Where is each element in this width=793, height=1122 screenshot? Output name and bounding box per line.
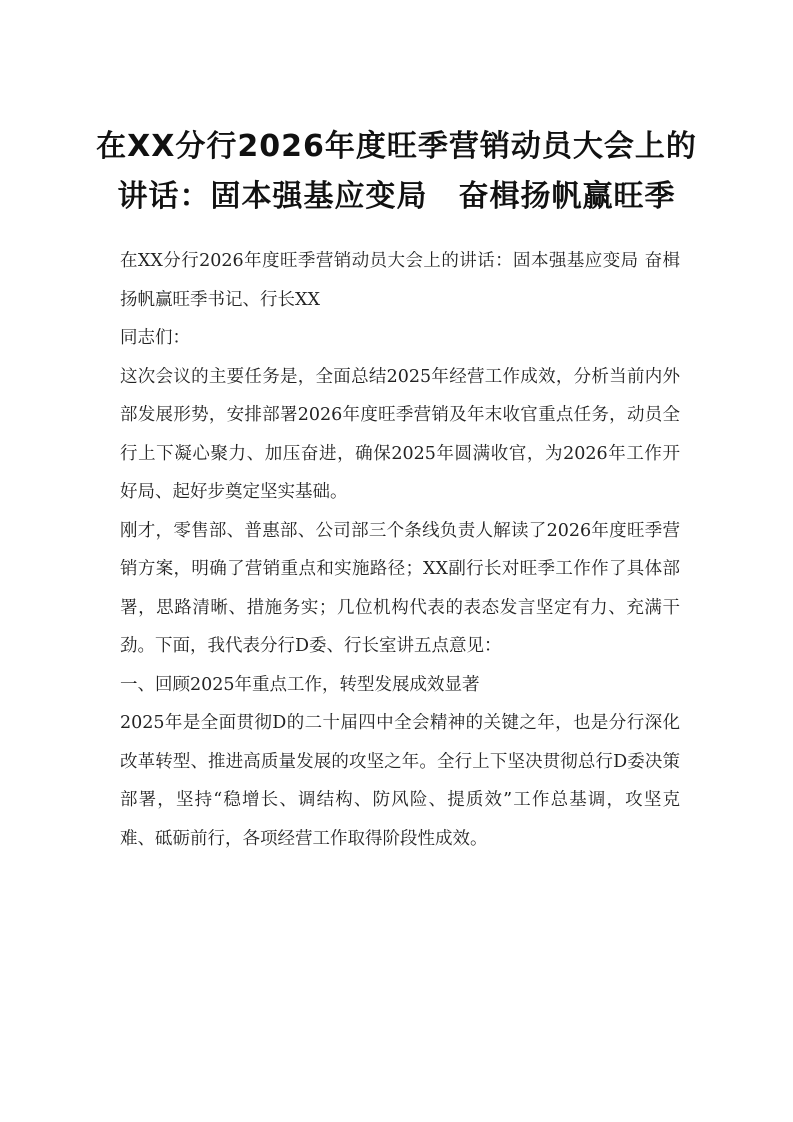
paragraph-meeting-purpose: 这次会议的主要任务是，全面总结2025年经营工作成效，分析当前内外部发展形势，安排部署2026年度旺季营销及年末收官重点任务，动员全行上下凝心聚力、加压奋进，确保2025年圆满收官，为2026年工作开好局、起好步奠定坚实基础。 xyxy=(120,366,680,502)
document-body xyxy=(120,242,680,858)
paragraph-salutation: 同志们： xyxy=(120,328,190,348)
paragraph-subtitle: 在XX分行2026年度旺季营销动员大会上的讲话：固本强基应变局 奋楫扬帆赢旺季书记、行长XX xyxy=(120,251,680,310)
paragraph-summary: 刚才，零售部、普惠部、公司部三个条线负责人解读了2026年度旺季营销方案，明确了营销重点和实施路径；XX副行长对旺季工作作了具体部署，思路清晰、措施务实；几位机构代表的表态发言坚定有力、充满干劲。下面，我代表分行D委、行长室讲五点意见： xyxy=(120,520,680,656)
document-title xyxy=(60,122,733,222)
paragraph-review-2025: 2025年是全面贯彻D的二十届四中全会精神的关键之年，也是分行深化改革转型、推进高质量发展的攻坚之年。全行上下坚决贯彻总行D委决策部署，坚持“稳增长、调结构、防风险、提质效”工作总基调，攻坚克难、砥砺前行，各项经营工作取得阶段性成效。 xyxy=(120,713,680,849)
section-heading-one: 一、回顾2025年重点工作，转型发展成效显著 xyxy=(120,674,480,695)
title-line-2: 讲话：固本强基应变局 奋楫扬帆赢旺季 xyxy=(117,179,676,214)
title-line-1: 在XX分行2026年度旺季营销动员大会上的 xyxy=(96,129,697,164)
